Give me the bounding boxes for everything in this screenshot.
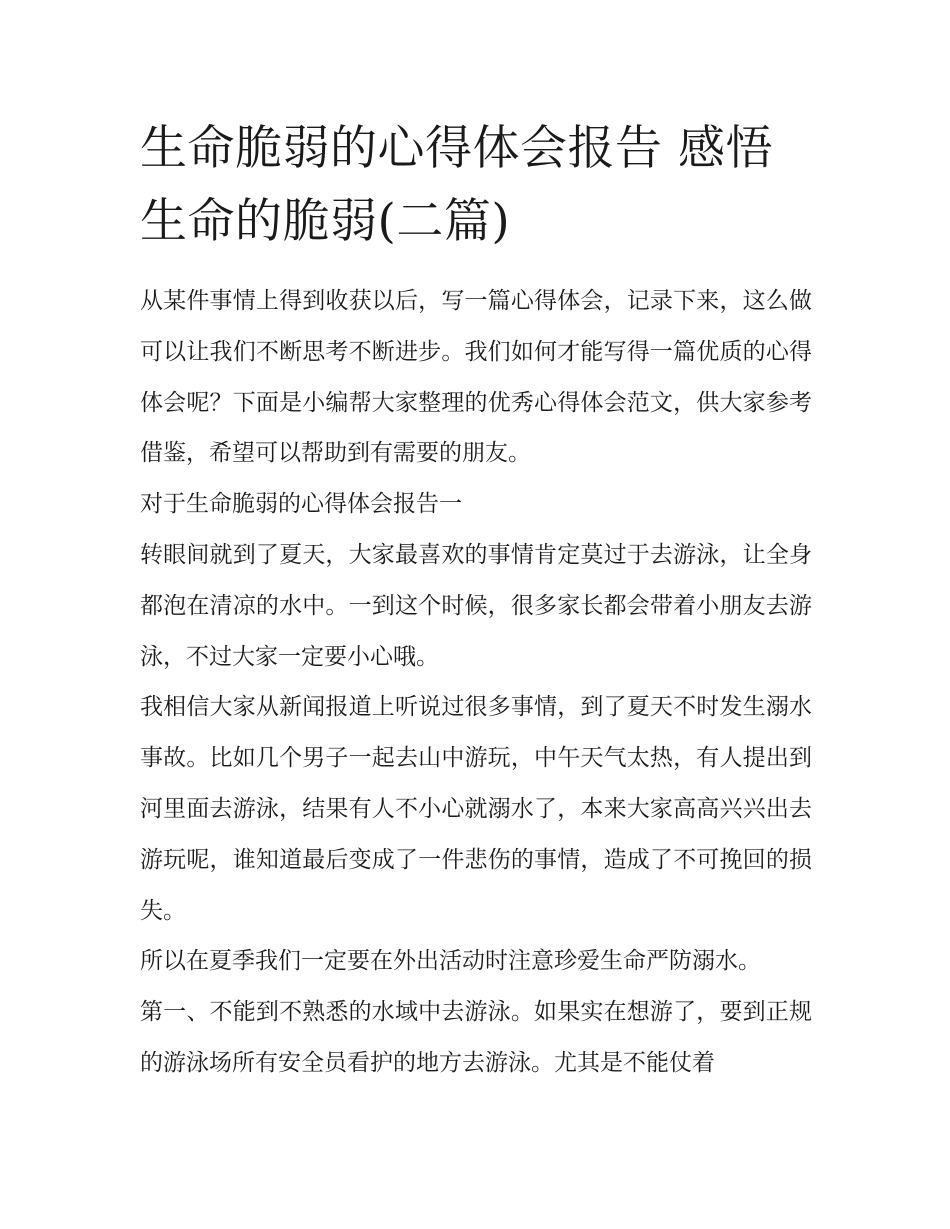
document-page [140, 112, 812, 1089]
document-title: 生命脆弱的心得体会报告 感悟生命的脆弱(二篇) [140, 121, 773, 249]
body-paragraph: 所以在夏季我们一定要在外出活动时注意珍爱生命严防溺水。 [140, 948, 761, 975]
section-heading: 对于生命脆弱的心得体会报告一 [140, 491, 462, 518]
body-paragraph: 我相信大家从新闻报道上听说过很多事情，到了夏天不时发生溺水事故。比如几个男子一起去山中游玩，中午天气太热，有人提出到河里面去游泳，结果有人不小心就溺水了，本来大家高高兴兴出去游玩呢，谁知道最后变成了一件悲伤的事情，造成了不可挽回的损失。 [140, 694, 812, 924]
body-paragraph: 转眼间就到了夏天，大家最喜欢的事情肯定莫过于去游泳，让全身都泡在清凉的水中。一到这个时候，很多家长都会带着小朋友去游泳，不过大家一定要小心哦。 [140, 541, 812, 670]
body-paragraph: 第一、不能到不熟悉的水域中去游泳。如果实在想游了，要到正规的游泳场所有安全员看护的地方去游泳。尤其是不能仗着 [140, 999, 812, 1076]
intro-paragraph: 从某件事情上得到收获以后，写一篇心得体会，记录下来，这么做可以让我们不断思考不断进步。我们如何才能写得一篇优质的心得体会呢？下面是小编帮大家整理的优秀心得体会范文，供大家参考借鉴，希望可以帮助到有需要的朋友。 [140, 288, 812, 467]
document-body [140, 276, 812, 1089]
